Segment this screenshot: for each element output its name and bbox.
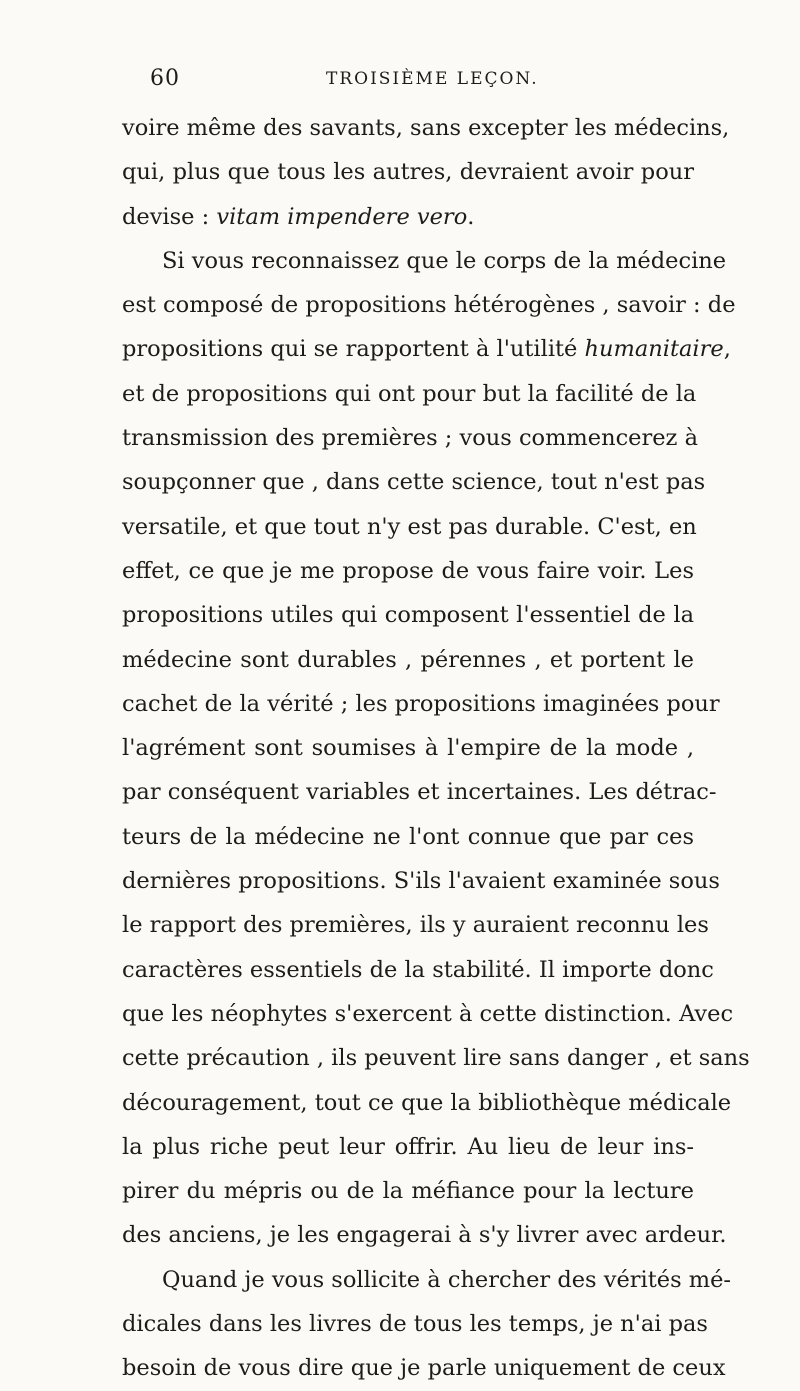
body-text <box>122 106 750 1391</box>
text-line: la plus riche peut leur offrir. Au lieu de leur ins- <box>122 1133 694 1160</box>
text-line: voire même des savants, sans excepter les médecins, <box>122 115 730 141</box>
text-line: soupçonner que , dans cette science, tout n'est pas <box>122 469 706 496</box>
page-header <box>150 66 710 106</box>
text-line: cette précaution , ils peuvent lire sans danger , et sans <box>122 1045 750 1072</box>
page-number: 60 <box>150 66 180 91</box>
paragraph-start: Si vous reconnaissez que le corps de la médecine <box>162 247 727 274</box>
text-line: propositions qui se rapportent à l'utilité humanitaire, <box>122 336 731 363</box>
text-line: médecine sont durables , pérennes , et portent le <box>122 646 694 673</box>
text-line: pirer du mépris ou de la méfiance pour la lecture <box>122 1178 694 1205</box>
text-line: effet, ce que je me propose de vous faire voir. Les <box>122 557 694 584</box>
text-line: propositions utiles qui composent l'essentiel de la <box>122 602 694 629</box>
text-line: dicales dans les livres de tous les temps, je n'ai pas <box>122 1311 708 1338</box>
text-line: caractères essentiels de la stabilité. Il importe donc <box>122 956 714 983</box>
text-line: et de propositions qui ont pour but la facilité de la <box>122 380 697 407</box>
paragraph-start: Quand je vous sollicite à chercher des vérités mé- <box>162 1266 732 1293</box>
text-line: qui, plus que tous les autres, devraient avoir pour <box>122 159 694 186</box>
text-line: des anciens, je les engagerai à s'y livrer avec ardeur. <box>122 1222 727 1249</box>
text-line: dernières propositions. S'ils l'avaient examinée sous <box>122 868 720 895</box>
latin-motto: vitam impendere vero <box>216 203 468 230</box>
italic-word: humanitaire <box>584 336 724 363</box>
text-line: par conséquent variables et incertaines. Les détrac- <box>122 779 717 806</box>
running-head: TROISIÈME LEÇON. <box>326 69 539 89</box>
text-line: que les néophytes s'exercent à cette distinction. Avec <box>122 1000 734 1027</box>
text-line: besoin de vous dire que je parle uniquement de ceux <box>122 1355 726 1382</box>
text-line: versatile, et que tout n'y est pas durable. C'est, en <box>122 513 697 540</box>
text-line: découragement, tout ce que la bibliothèque médicale <box>122 1089 732 1116</box>
text-line: est composé de propositions hétérogènes , savoir : de <box>122 292 736 319</box>
text-line: teurs de la médecine ne l'ont connue que par ces <box>122 823 694 850</box>
text-line: le rapport des premières, ils y auraient reconnu les <box>122 912 709 939</box>
text-line: cachet de la vérité ; les propositions imaginées pour <box>122 690 720 717</box>
text-line: transmission des premières ; vous commencerez à <box>122 425 698 452</box>
text-line: devise : vitam impendere vero. <box>122 203 475 230</box>
text-line: l'agrément sont soumises à l'empire de la mode , <box>122 735 694 762</box>
